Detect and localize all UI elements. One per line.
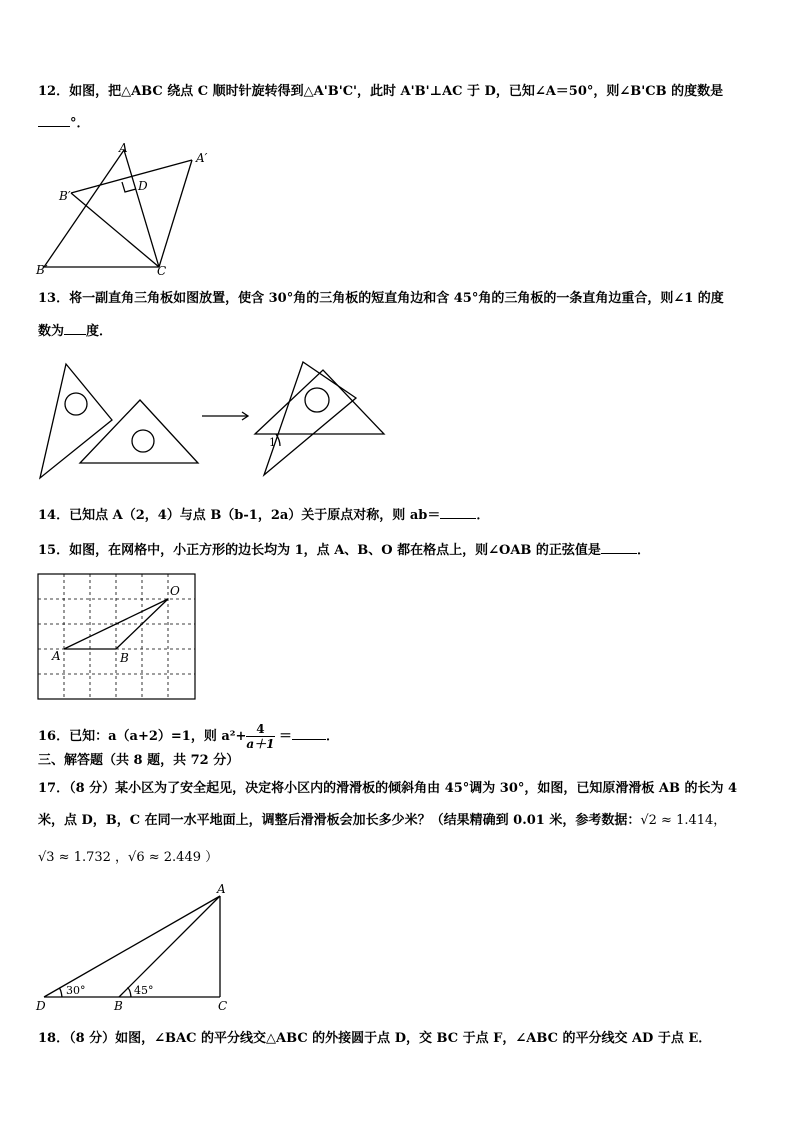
q17-angle-30: 30° (66, 984, 86, 997)
q17-label-D: D (36, 999, 46, 1013)
q17-angle-45: 45° (134, 984, 154, 997)
q15-label-B: B (120, 651, 129, 665)
q12-label-A: A (119, 141, 128, 155)
q15-label-O: O (170, 584, 180, 598)
q13-line1: 13．将一副直角三角板如图放置，使含 30°角的三角板的短直角边和含 45°角的三角板的一条直角边重合，则∠1 的度 (38, 291, 724, 306)
q17-figure (36, 882, 236, 1014)
q14-text: 14．已知点 A（2，4）与点 B（b-1，2a）关于原点对称，则 ab＝ ． (38, 508, 490, 523)
section3-heading: 三、解答题（共 8 题，共 72 分） (38, 753, 240, 768)
q16-fraction: $\frac{4}{a+1}$ (246, 722, 275, 751)
q12-label-B-prime-left: B′ (59, 189, 71, 203)
q15-text: 15．如图，在网格中，小正方形的边长均为 1，点 A、B、O 都在格点上，则∠OAB 的正弦值是 ． (38, 543, 650, 558)
q17-line1: 17．（8 分）某小区为了安全起见，决定将小区内的滑滑板的倾斜角由 45°调为 30°，如图，已知原滑滑板 AB 的长为 4 (38, 781, 738, 796)
q15-label-A: A (52, 649, 61, 663)
q15-grid-figure (38, 574, 198, 702)
q17-label-B: B (114, 999, 123, 1013)
q15-blank[interactable] (601, 541, 637, 554)
q17-line2: 米，点 D，B，C 在同一水平地面上，调整后滑滑板会加长多少米？（结果精确到 0.01 米，参考数据：√2 ≈ 1.414， (38, 813, 727, 828)
q12-label-B-prime-bottom: B′ (36, 263, 48, 277)
q16-blank[interactable] (292, 727, 326, 740)
q12-answer-line: °． (38, 114, 90, 133)
q16-text: 16．已知：a（a+2）=1，则 a²+ $\frac{4}{a+1}$ ＝ ． (38, 722, 340, 751)
q18-text: 18．（8 分）如图，∠BAC 的平分线交△ABC 的外接圆于点 D，交 BC 于点 F，∠ABC 的平分线交 AD 于点 E． (38, 1031, 712, 1046)
q13-figure (36, 360, 396, 485)
q17-label-A: A (217, 882, 226, 896)
q12-label-C: C (157, 264, 167, 278)
q14-blank[interactable] (440, 506, 476, 519)
q13-line2: 数为 度． (38, 324, 113, 339)
q13-blank[interactable] (64, 322, 86, 335)
q12-figure (34, 140, 224, 280)
q17-line3: √3 ≈ 1.732 ，√6 ≈ 2.449 ） (38, 850, 219, 865)
q12-blank[interactable] (38, 114, 70, 127)
q17-label-C: C (218, 999, 228, 1013)
q12-label-D: D (138, 179, 148, 193)
q13-angle-label-1: 1 (269, 436, 276, 449)
q12-label-A-prime: A′ (196, 151, 208, 165)
q12-text: 12．如图，把△ABC 绕点 C 顺时针旋转得到△A'B'C'，此时 A'B'⊥AC 于 D，已知∠A＝50°，则∠B'CB 的度数是 (38, 84, 724, 99)
